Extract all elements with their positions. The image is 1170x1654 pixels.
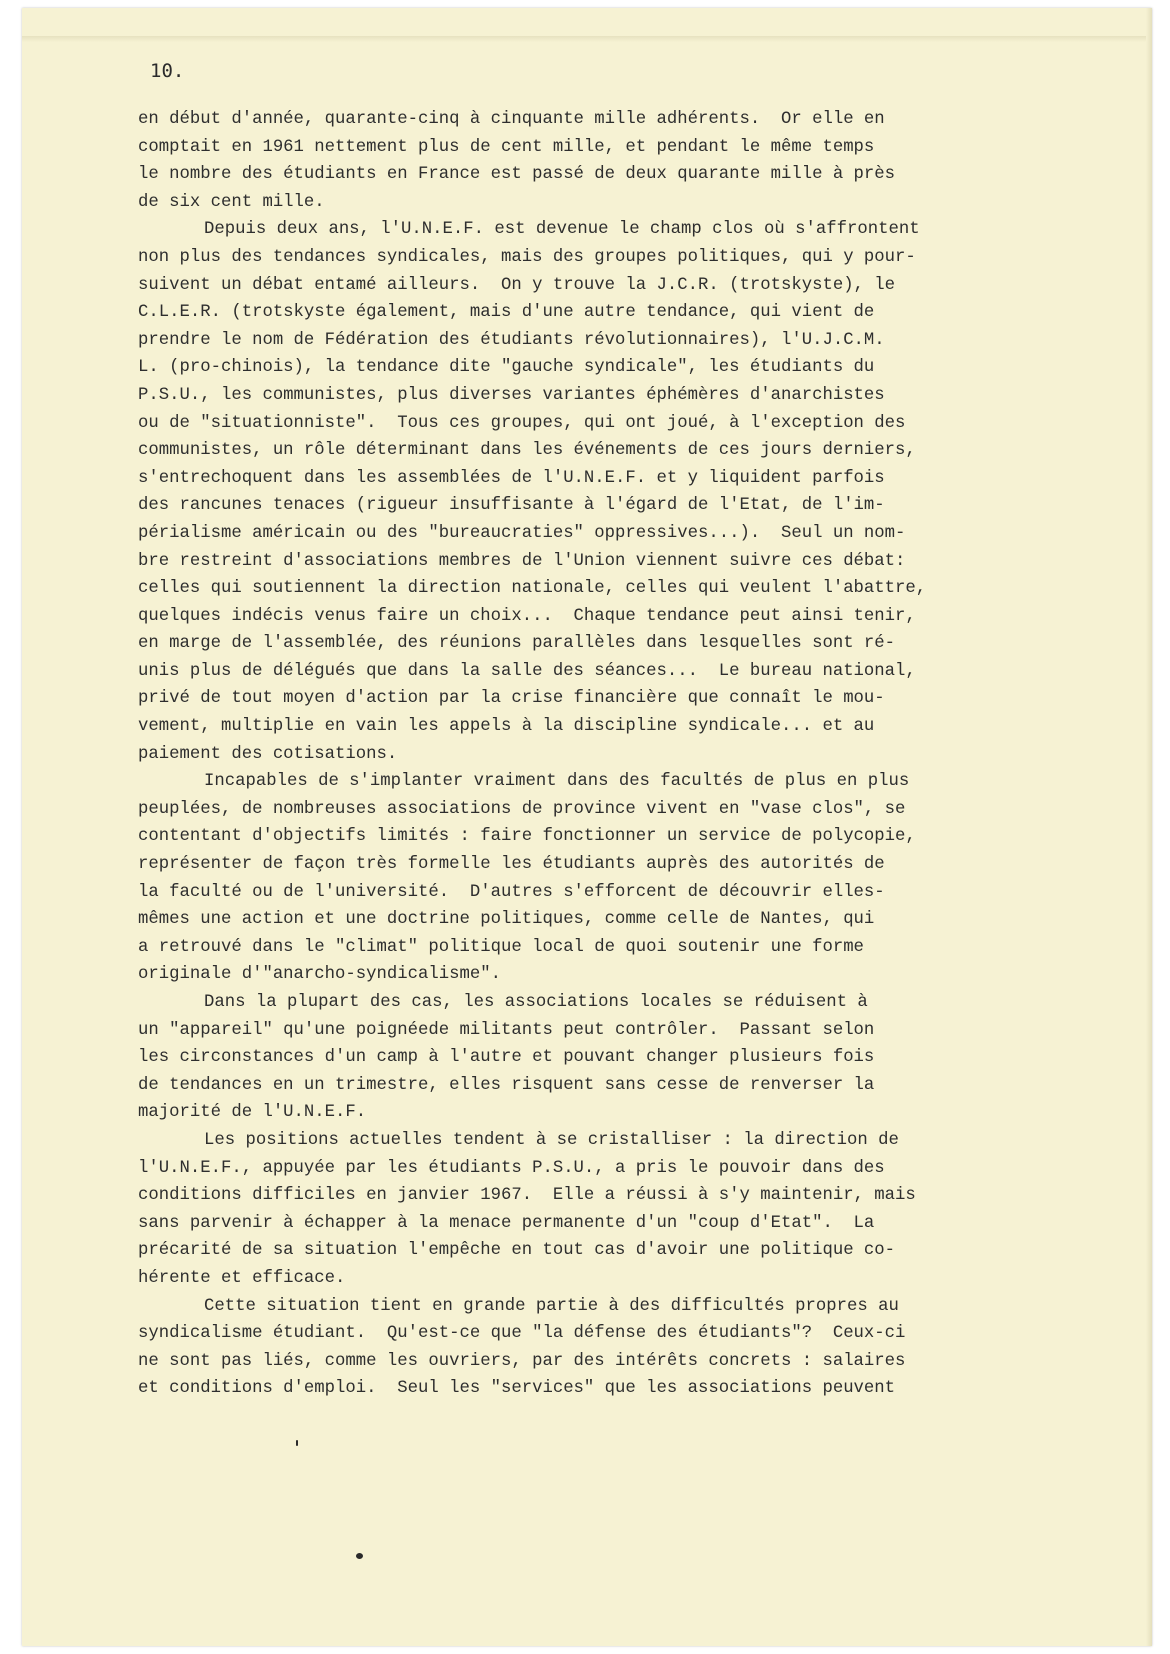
page-fold bbox=[22, 36, 1152, 42]
text-line: de tendances en un trimestre, elles risquent sans cesse de renverser la bbox=[138, 1075, 875, 1095]
text-line: syndicalisme étudiant. Qu'est-ce que "la défense des étudiants"? Ceux-ci bbox=[138, 1324, 906, 1344]
text-line: des rancunes tenaces (rigueur insuffisante à l'égard de l'Etat, de l'im- bbox=[138, 496, 885, 516]
page-edge bbox=[1146, 8, 1152, 1646]
text-line: et conditions d'emploi. Seul les "services" que les associations peuvent bbox=[138, 1379, 896, 1399]
text-line: Les positions actuelles tendent à se cristalliser : la direction de bbox=[204, 1130, 899, 1150]
ink-speck bbox=[296, 1440, 298, 1446]
text-line: originale d'"anarcho-syndicalisme". bbox=[138, 965, 501, 985]
text-line: précarité de sa situation l'empêche en tout cas d'avoir une politique co- bbox=[138, 1241, 896, 1261]
text-line: privé de tout moyen d'action par la crise financière que connaît le mou- bbox=[138, 689, 885, 709]
text-line: hérente et efficace. bbox=[138, 1268, 346, 1288]
text-line: périalisme américain ou des "bureaucraties" oppressives...). Seul un nom- bbox=[138, 523, 906, 543]
text-line: le nombre des étudiants en France est passé de deux quarante mille à près bbox=[138, 165, 896, 185]
typed-text-body bbox=[138, 106, 1018, 1403]
text-line: P.S.U., les communistes, plus diverses variantes éphémères d'anarchistes bbox=[138, 385, 885, 405]
text-line: peuplées, de nombreuses associations de province vivent en "vase clos", se bbox=[138, 799, 906, 819]
text-line: conditions difficiles en janvier 1967. Elle a réussi à s'y maintenir, mais bbox=[138, 1186, 916, 1206]
text-line: a retrouvé dans le "climat" politique local de quoi soutenir une forme bbox=[138, 937, 864, 957]
text-line: Incapables de s'implanter vraiment dans des facultés de plus en plus bbox=[204, 772, 910, 792]
text-line: suivent un débat entamé ailleurs. On y trouve la J.C.R. (trotskyste), le bbox=[138, 275, 896, 295]
text-line: paiement des cotisations. bbox=[138, 744, 398, 764]
text-line: non plus des tendances syndicales, mais des groupes politiques, qui y pour- bbox=[138, 247, 916, 267]
text-line: un "appareil" qu'une poignéede militants peut contrôler. Passant selon bbox=[138, 1020, 875, 1040]
text-line: comptait en 1961 nettement plus de cent mille, et pendant le même temps bbox=[138, 137, 875, 157]
text-line: sans parvenir à échapper à la menace permanente d'un "coup d'Etat". La bbox=[138, 1213, 875, 1233]
text-line: s'entrechoquent dans les assemblées de l'U.N.E.F. et y liquident parfois bbox=[138, 468, 885, 488]
text-line: celles qui soutiennent la direction nationale, celles qui veulent l'abattre, bbox=[138, 579, 927, 599]
text-line: ou de "situationniste". Tous ces groupes, qui ont joué, à l'exception des bbox=[138, 413, 906, 433]
text-line: ne sont pas liés, comme les ouvriers, par des intérêts concrets : salaires bbox=[138, 1351, 906, 1371]
text-line: contentant d'objectifs limités : faire fonctionner un service de polycopie, bbox=[138, 827, 916, 847]
text-line: unis plus de délégués que dans la salle des séances... Le bureau national, bbox=[138, 661, 916, 681]
text-line: les circonstances d'un camp à l'autre et pouvant changer plusieurs fois bbox=[138, 1048, 875, 1068]
text-line: L. (pro-chinois), la tendance dite "gauche syndicale", les étudiants du bbox=[138, 358, 875, 378]
text-line: C.L.E.R. (trotskyste également, mais d'une autre tendance, qui vient de bbox=[138, 303, 875, 323]
text-line: bre restreint d'associations membres de l'Union viennent suivre ces débat: bbox=[138, 551, 906, 571]
page-number: 10. bbox=[150, 60, 185, 82]
text-line: Depuis deux ans, l'U.N.E.F. est devenue le champ clos où s'affrontent bbox=[204, 220, 920, 240]
text-line: représenter de façon très formelle les étudiants auprès des autorités de bbox=[138, 855, 885, 875]
text-line: la faculté ou de l'université. D'autres s'efforcent de découvrir elles- bbox=[138, 882, 885, 902]
text-line: prendre le nom de Fédération des étudiants révolutionnaires), l'U.J.C.M. bbox=[138, 330, 885, 350]
text-line: majorité de l'U.N.E.F. bbox=[138, 1103, 367, 1123]
text-line: Cette situation tient en grande partie à des difficultés propres au bbox=[204, 1296, 899, 1316]
text-line: quelques indécis venus faire un choix... Chaque tendance peut ainsi tenir, bbox=[138, 606, 916, 626]
text-line: vement, multiplie en vain les appels à la discipline syndicale... et au bbox=[138, 717, 875, 737]
text-line: mêmes une action et une doctrine politiques, comme celle de Nantes, qui bbox=[138, 910, 875, 930]
text-line: en marge de l'assemblée, des réunions parallèles dans lesquelles sont ré- bbox=[138, 634, 896, 654]
text-line: de six cent mille. bbox=[138, 192, 325, 212]
text-line: l'U.N.E.F., appuyée par les étudiants P.S.U., a pris le pouvoir dans des bbox=[138, 1158, 885, 1178]
ink-speck bbox=[356, 1553, 363, 1559]
text-line: Dans la plupart des cas, les associations locales se réduisent à bbox=[204, 993, 868, 1012]
text-line: communistes, un rôle déterminant dans les événements de ces jours derniers, bbox=[138, 441, 916, 461]
text-line: en début d'année, quarante-cinq à cinquante mille adhérents. Or elle en bbox=[138, 110, 885, 129]
